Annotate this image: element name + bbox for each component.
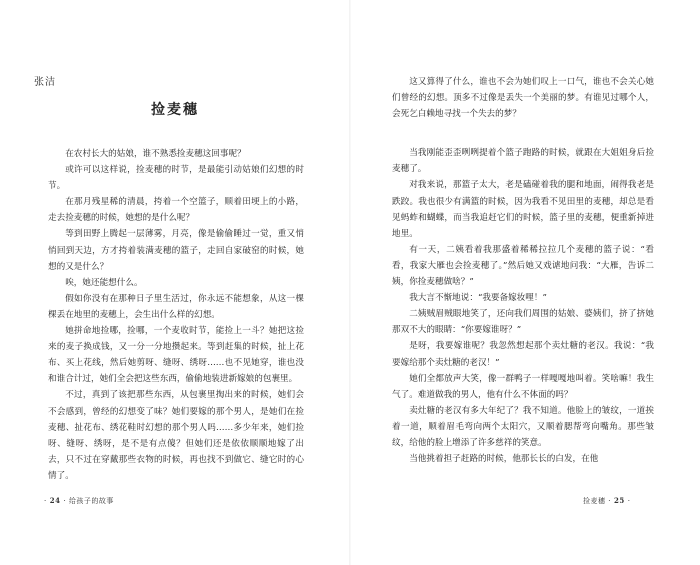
paragraph: 对我来说，那篮子太大，老是磕碰着我的腿和地面，闹得我老是跌跤。我也很少有满篮的时候，因为我看不见田里的麦穗，却总是看见蚂蚱和蝴蝶，而当我追赶它们的时候，篮子里的麦穗，便重新掉进地里。 (392, 180, 654, 239)
page-number: 25 (613, 496, 625, 505)
right-page-body (392, 74, 654, 467)
paragraph: 在那月残星稀的清晨，挎着一个空篮子，顺着田埂上的小路，走去捡麦穗的时候，她想的是什么呢？ (48, 197, 304, 224)
chapter-running-title: 捡麦穗 (583, 497, 606, 505)
paragraph: 等到田野上腾起一层薄雾，月亮，像是偷偷睡过一觉，重又悄悄回到天边，方才挎着装满麦穗的篮子，走回自家破窑的时候，她想的又是什么？ (48, 229, 304, 272)
paragraph: 当我刚能歪歪咧咧提着个篮子跑路的时候，就跟在大姐姐身后捡麦穗了。 (392, 148, 654, 175)
chapter-title: 捡麦穗 (151, 102, 199, 118)
left-page-body (48, 146, 304, 484)
paragraph: 我大言不惭地说：“我要备嫁妆哩！” (409, 293, 547, 304)
paragraph: 有一天，二姨看着我那盛着稀稀拉拉几个麦穗的篮子说：“看看，我家大雁也会捡麦穗了。”然后她又戏谑地问我：“大雁，告诉二姨，你捡麦穗做啥？” (392, 244, 654, 288)
paragraph: 这又算得了什么，谁也不会为她们叹上一口气，谁也不会关心她们曾经的幻想。顶多不过像是丢失一个美丽的梦。有谁见过哪个人，会死乞白赖地寻找一个失去的梦？ (392, 77, 654, 120)
author-name: 张洁 (34, 77, 56, 88)
paragraph: 唉，她还能想什么。 (65, 277, 143, 288)
paragraph: 在农村长大的姑娘，谁不熟悉捡麦穗这回事呢？ (65, 149, 246, 159)
paragraph: 是呀，我要嫁谁呢？我忽然想起那个卖灶糖的老汉。我说：“我要嫁给那个卖灶糖的老汉！” (392, 341, 654, 368)
paragraph: 不过，真到了该把那些东西，从包裹里掏出来的时候，她们会不会感到，曾经的幻想变了味？她们要嫁的那个男人，是她们在捡麦穗、扯花布、绣花鞋时幻想的那个男人吗……多少年来，她们捡呀、缝呀、绣呀，是不是有点傻？但她们还是依依顺顺地嫁了出去，只不过在穿戴那些衣物的时候，再也找不到做它、缝它时的心情了。 (48, 390, 304, 481)
paragraph: 卖灶糖的老汉有多大年纪了？我不知道。他脸上的皱纹，一道挨着一道，顺着眉毛弯向两个太阳穴，又顺着腮帮弯向嘴角。那些皱纹，给他的脸上增添了许多慈祥的笑意。 (392, 405, 654, 448)
paragraph: 她拼命地捡哪，捡哪，一个麦收时节，能捡上一斗？她把这捡来的麦子换成钱，又一分一分地攒起来。等到赶集的时候，扯上花布、买上花线，然后她剪呀、缝呀、绣呀……也不见她穿，谁也没和谁合计过，她们全会把这些东西，偷偷地装进新嫁娘的包裹里。 (48, 326, 304, 385)
paragraph: 二姨贼眉贼眼地笑了，还向我们周围的姑娘、婆姨们，挤了挤她那双不大的眼睛：“你要嫁谁呀？” (392, 309, 654, 336)
book-title: 给孩子的故事 (68, 497, 114, 505)
page-number: 24 (49, 496, 61, 505)
paragraph: 假如你没有在那种日子里生活过，你永远不能想象，从这一棵棵丢在地里的麦穗上，会生出什么样的幻想。 (48, 293, 304, 320)
paragraph: 她们全都放声大笑，像一群鸭子一样嘎嘎地叫着。笑啥嘛！我生气了。难道做我的男人，他有什么不体面的吗？ (392, 373, 654, 400)
left-page-footer: · 24 · 给孩子的故事 (44, 496, 114, 505)
paragraph: 当他挑着担子赶路的时候，他那长长的白发，在他 (409, 454, 599, 465)
paragraph: 或许可以这样说，捡麦穗的时节，是最能引动姑娘们幻想的时节。 (48, 165, 304, 192)
right-page-footer: 捡麦穗 · 25 · (583, 496, 631, 505)
